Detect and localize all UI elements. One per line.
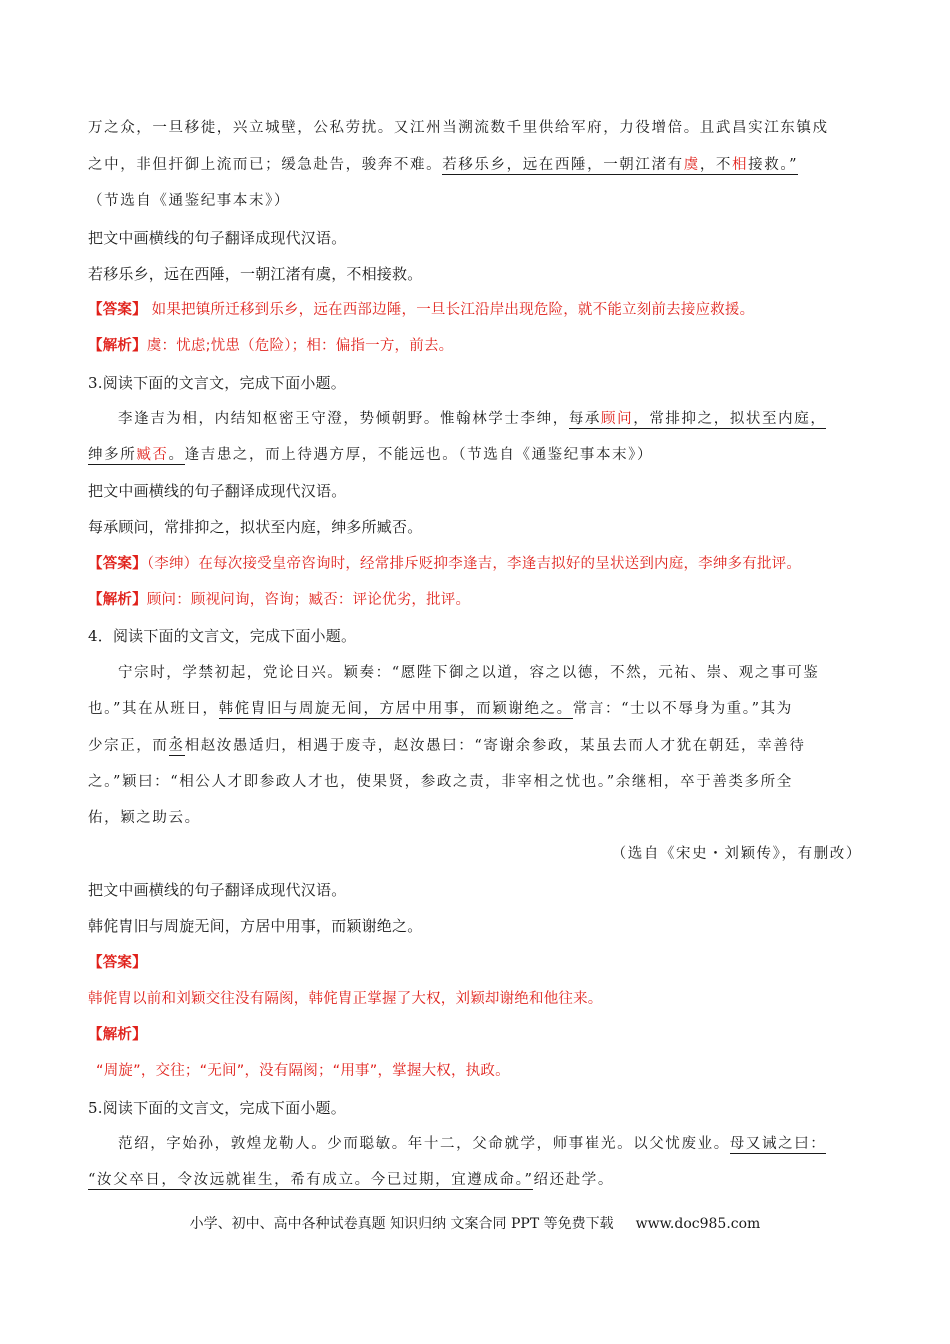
analysis-text: 虞：忧虑;忧患（危险）；相：偏指一方，前去。 [146, 338, 454, 354]
target-sentence: 每承顾问，常排抑之，拟状至内庭，绅多所臧否。 [88, 518, 423, 536]
underlined-sentence: 每承顾问，常排抑之，拟状至内庭， [568, 411, 827, 427]
passage-line: 李逢吉为相，内结知枢密王守澄，势倾朝野。惟翰林学士李绅，每承顾问，常排抑之，拟状至内庭， [118, 411, 827, 427]
emphasized-character: 丞 [168, 738, 185, 754]
underlined-sentence: 韩侂胄旧与周旋无间，方居中用事，而颖谢绝之。 [218, 701, 573, 717]
answer [88, 552, 862, 576]
source-note: （节选自《通鉴纪事本末》） [88, 193, 291, 209]
analysis-tag: 【解析】 [88, 338, 147, 354]
instruction: 把文中画横线的句子翻译成现代汉语。 [88, 229, 347, 247]
passage-line: 佑，颖之助云。 [88, 810, 201, 826]
question-heading: 3.阅读下面的文言文，完成下面小题。 [88, 374, 346, 392]
passage-line: 万之众，一旦移徙，兴立城壁，公私劳扰。又江州当溯流数千里供给军府，力役增倍。且武昌实江东镇戍 [88, 120, 829, 136]
analysis-text: “周旋”，交往；“无间”，没有隔阂；“用事”，掌握大权，执政。 [96, 1063, 510, 1079]
analysis [88, 588, 862, 612]
question-heading: 4．阅读下面的文言文，完成下面小题。 [88, 627, 357, 645]
target-sentence: 韩侂胄旧与周旋无间，方居中用事，而颖谢绝之。 [88, 917, 423, 935]
answer-text: （李绅）在每次接受皇帝咨询时，经常排斥贬抑李逢吉，李逢吉拟好的呈状送到内庭，李绅多有批评。 [146, 556, 802, 572]
analysis [88, 334, 862, 358]
passage-line: 少宗正，而丞相赵汝愚适归，相遇于废寺，赵汝愚曰：“寄谢余参政，某虽去而人才犹在朝廷，幸善待 [88, 738, 806, 754]
answer-text: 韩侂胄以前和刘颖交往没有隔阂，韩侂胄正掌握了大权，刘颖却谢绝和他往来。 [88, 991, 603, 1007]
source-note: （选自《宋史・刘颖传》，有删改） [611, 846, 862, 862]
answer-tag: 【答案】 [88, 302, 147, 318]
page-footer [0, 1214, 950, 1234]
passage-line: “汝父卒日，令汝远就崔生，希有成立。今已过期，宜遵成命。”绍还赴学。 [88, 1172, 614, 1188]
answer-tag: 【答案】 [88, 955, 147, 971]
passage-line: 之。”颖曰：“相公人才即参政人才也，使果贤，参政之责，非宰相之忧也。”余继相，卒于善类多所全 [88, 774, 793, 790]
passage-line: 也。”其在从班日，韩侂胄旧与周旋无间，方居中用事，而颖谢绝之。常言：“士以不辱身为重。”其为 [88, 701, 793, 717]
passage-line: 绅多所臧否。逢吉患之，而上待遇方厚，不能远也。（节选自《通鉴纪事本末》） [88, 447, 654, 463]
passage-line: 宁宗时，学禁初起，党论日兴。颖奏：“愿陛下御之以道，容之以德，不然，元祐、崇、观之事可鉴 [118, 665, 820, 681]
answer-text: 如果把镇所迁移到乐乡，远在西部边陲，一旦长江沿岸出现危险，就不能立刻前去接应救援。 [151, 302, 755, 318]
analysis-text: 顾问：顾视问询，咨询；臧否：评论优劣，批评。 [146, 592, 471, 608]
question-heading: 5.阅读下面的文言文，完成下面小题。 [88, 1099, 346, 1117]
analysis-tag: 【解析】 [88, 1027, 147, 1043]
answer [88, 298, 862, 322]
footer-text: 小学、初中、高中各种试卷真题 知识归纳 文案合同 PPT 等免费下载 [189, 1216, 614, 1232]
passage-line: 范绍，字始孙，敦煌龙勒人。少而聪敏。年十二，父命就学，师事崔光。以父忧废业。母又诫之曰： [118, 1136, 827, 1152]
passage-line [88, 153, 862, 177]
answer-tag: 【答案】 [88, 556, 147, 572]
analysis-tag: 【解析】 [88, 592, 147, 608]
instruction: 把文中画横线的句子翻译成现代汉语。 [88, 482, 347, 500]
underlined-sentence: “汝父卒日，令汝远就崔生，希有成立。今已过期，宜遵成命。” [88, 1172, 534, 1188]
underlined-sentence: 绅多所臧否。 [88, 447, 185, 463]
underlined-sentence: 若移乐乡，远在西陲，一朝江渚有虞，不相接救。” [442, 157, 799, 173]
footer-link[interactable]: www.doc985.com [635, 1216, 761, 1232]
target-sentence: 若移乐乡，远在西陲，一朝江渚有虞，不相接救。 [88, 265, 423, 283]
passage-text: 之中，非但扞御上流而已；缓急赴告，骏奔不难。 [88, 157, 443, 173]
underlined-sentence: 母又诫之曰： [729, 1136, 827, 1152]
instruction: 把文中画横线的句子翻译成现代汉语。 [88, 881, 347, 899]
